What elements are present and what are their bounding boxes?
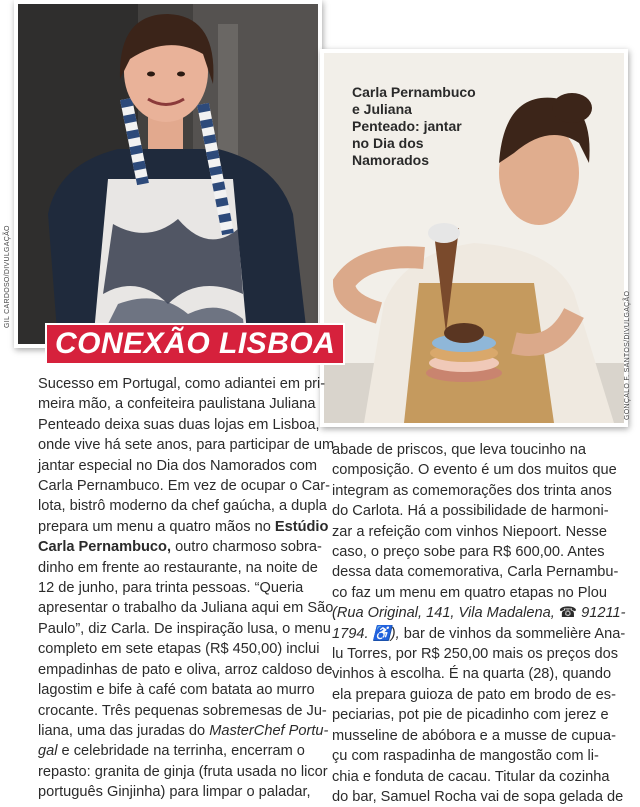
text-line: 12 de junho, para trinta pessoas. “Queria [38, 580, 304, 597]
text-line: musseline de abóbora e a musse de cupua- [332, 727, 616, 744]
text-run: liana, uma das juradas do [38, 722, 210, 739]
text-line: Penteado deixa suas duas lojas em Lisboa, [38, 416, 320, 433]
text-line: vinhos à escolha. É na quarta (28), quando [332, 666, 612, 683]
text-line [332, 603, 626, 623]
address-italic: (Rua Original, 141, Vila Madalena, [332, 605, 555, 622]
photo-credit-right: GONÇALO F. SANTOS/DIVULGAÇÃO [624, 290, 631, 420]
text-line: chia e fonduta de cacau. Titular da cozinha [332, 768, 610, 785]
text-line: composição. O evento é um dos muitos que [332, 462, 617, 479]
text-line: onde vive há sete anos, para participar de um [38, 437, 335, 454]
text-line: do bar, Samuel Rocha vai de sopa gelada de [332, 788, 624, 805]
article-column-2 [332, 440, 626, 807]
text-run: outro charmoso sobra- [171, 539, 322, 556]
phone-number-italic: 1794. ♿), [332, 625, 400, 642]
text-run: e celebridade na terrinha, encerram o [57, 743, 305, 760]
text-line: meira mão, a confeiteira paulistana Juliana [38, 396, 316, 413]
text-line [38, 517, 329, 537]
venue-name-bold: Estúdio [274, 518, 329, 535]
show-name-italic: gal [38, 743, 58, 760]
text-line: peciarias, pot pie de picadinho com jerez e [332, 707, 609, 724]
text-run: bar de vinhos da sommelière Ana- [399, 625, 626, 642]
venue-name-bold: Carla Pernambuco, [38, 539, 172, 556]
text-line: repasto: granita de ginja (fruta usada no licor [38, 763, 328, 780]
text-line: empadinhas de pato e oliva, arroz caldoso de [38, 661, 333, 678]
text-line: apresentar o trabalho da Juliana aqui em São [38, 600, 334, 617]
text-line: Carla Pernambuco. Em vez de ocupar o Car- [38, 478, 331, 495]
portrait-illustration [18, 4, 318, 344]
text-line: zar a refeição com vinhos Niepoort. Nesse [332, 523, 607, 540]
show-name-italic: MasterChef Portu- [209, 722, 329, 739]
text-line: jantar especial no Dia dos Namorados com [38, 457, 318, 474]
text-line: lota, bistrô moderno da chef gaúcha, a dupla [38, 498, 327, 515]
text-line: integram as comemorações dos trinta anos [332, 482, 612, 499]
text-line: Paulo”, diz Carla. De inspiração lusa, o menu [38, 620, 331, 637]
text-line [332, 624, 626, 644]
text-line: caso, o preço sobe para R$ 600,00. Antes [332, 544, 605, 561]
text-line: co faz um menu em quatro etapas no Plou [332, 584, 608, 601]
photo-juliana-penteado [14, 0, 322, 348]
text-line: çu com raspadinha de mangostão com li- [332, 748, 599, 765]
article-column-1 [38, 374, 335, 803]
phone-number-italic: 91211- [581, 605, 626, 622]
text-line: completo em sete etapas (R$ 450,00) inclui [38, 641, 320, 658]
text-line: lagostim e bife à café com batata ao murro [38, 682, 315, 699]
phone-icon: ☎ [554, 605, 582, 622]
text-line: Sucesso em Portugal, como adiantei em pri- [38, 376, 326, 392]
text-line: dessa data comemorativa, Carla Pernambu- [332, 564, 619, 581]
text-line: português Ginjinha) para limpar o paladar, [38, 784, 311, 801]
text-line: dinho em frente ao restaurante, na noite de [38, 559, 318, 576]
text-line: crocante. Três pequenas sobremesas de Ju- [38, 702, 327, 719]
photo-credit-left: GIL CARDOSO/DIVULGAÇÃO [4, 225, 11, 328]
text-line [38, 537, 320, 557]
text-run: prepara um menu a quatro mãos no [38, 518, 275, 535]
text-line: abade de priscos, que leva toucinho na [332, 442, 586, 458]
photo-caption: Carla Pernambuco e Juliana Penteado: jantar no Dia dos Namorados [352, 84, 476, 168]
text-line: ela prepara guioza de pato em brodo de es- [332, 686, 616, 703]
text-line: do Carlota. Há a possibilidade de harmoni- [332, 503, 609, 520]
article-body [38, 374, 626, 805]
text-line [38, 741, 320, 761]
text-line [38, 721, 329, 741]
text-line: lu Torres, por R$ 250,00 mais os preços dos [332, 646, 619, 663]
section-title: CONEXÃO LISBOA [45, 323, 345, 365]
